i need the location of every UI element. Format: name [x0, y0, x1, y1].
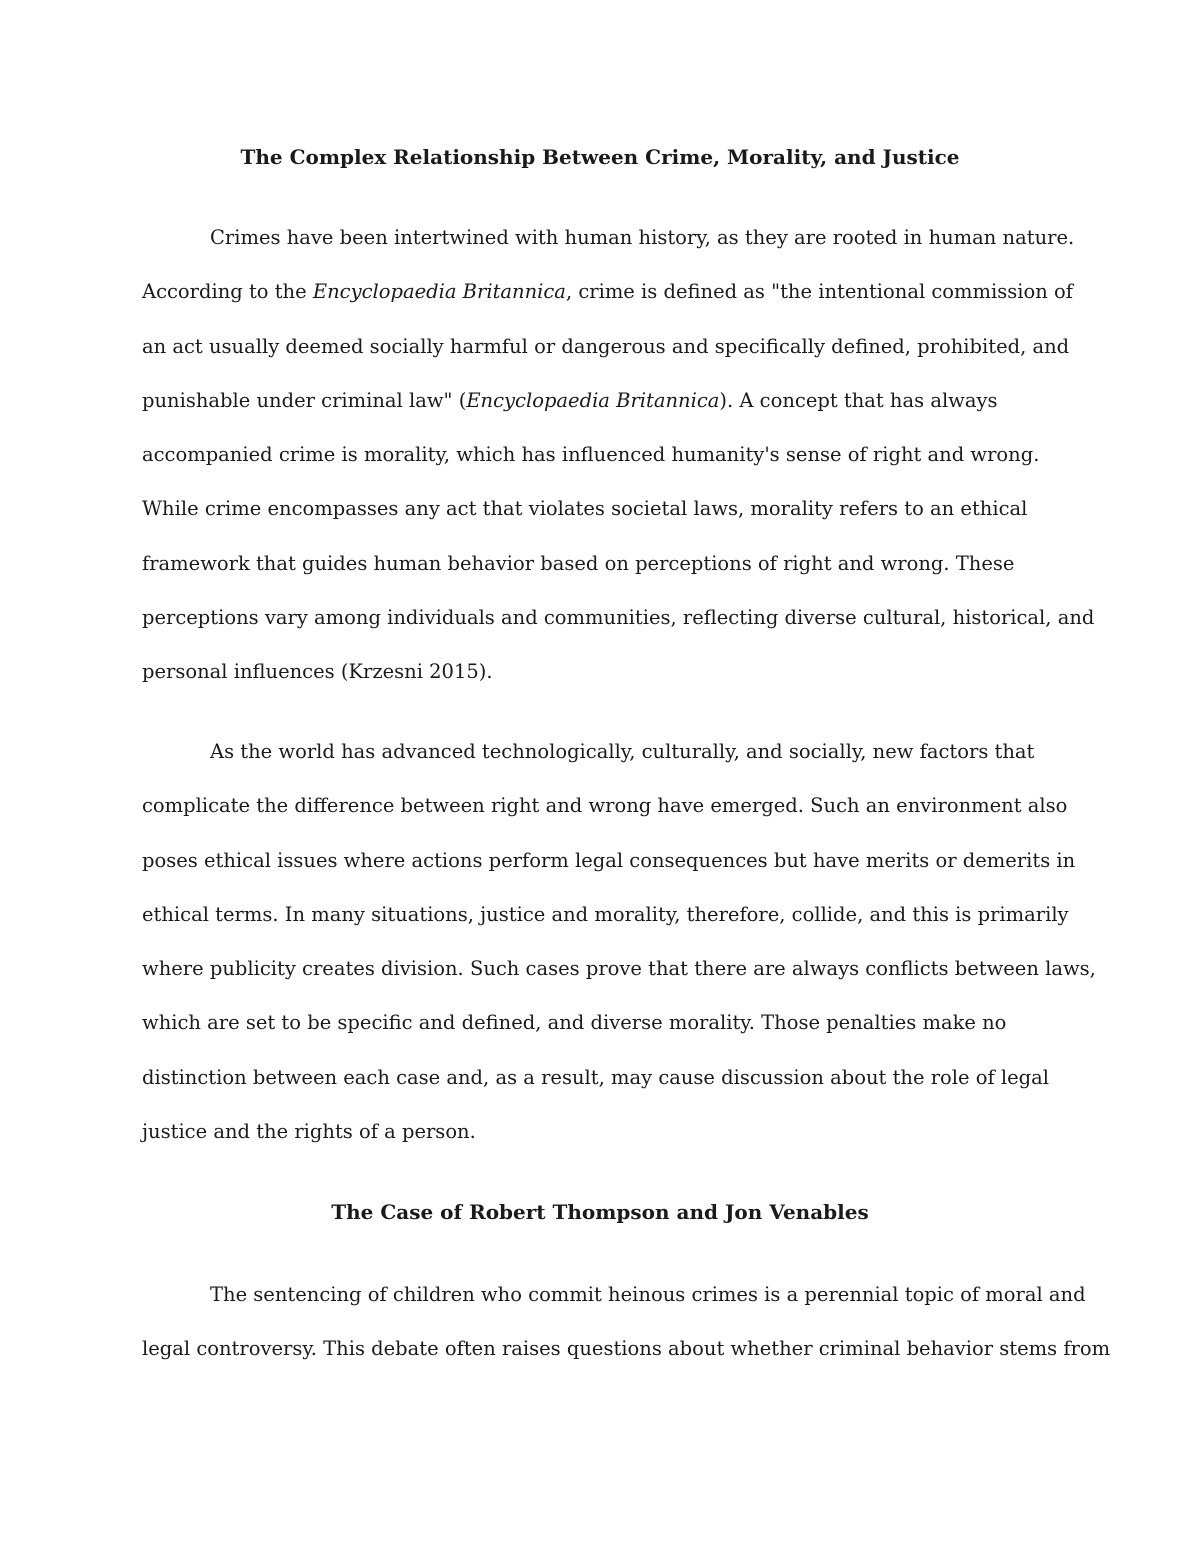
text-run: According to the — [142, 280, 313, 304]
text-line: personal influences (Krzesni 2015). — [142, 660, 493, 684]
text-line: ethical terms. In many situations, justice and morality, therefore, collide, and this is primarily — [142, 902, 1069, 926]
text-run: , crime is defined as "the intentional commission of — [565, 280, 1073, 304]
document-title: The Complex Relationship Between Crime, Morality, and Justice — [240, 145, 960, 169]
paragraph-context — [142, 725, 1096, 1159]
paragraph-intro — [142, 211, 1095, 700]
text-line: Crimes have been intertwined with human history, as they are rooted in human nature. — [210, 226, 1075, 249]
text-line: which are set to be specific and defined, and diverse morality. Those penalties make no — [142, 1011, 1007, 1035]
text-line: While crime encompasses any act that violates societal laws, morality refers to an ethical — [142, 497, 1028, 521]
text-line: perceptions vary among individuals and communities, reflecting diverse cultural, historical, and — [142, 606, 1095, 630]
italic-title-run: Encyclopaedia Britannica — [466, 388, 720, 412]
text-line: legal controversy. This debate often raises questions about whether criminal behavior stems from — [142, 1337, 1111, 1361]
text-line: The sentencing of children who commit heinous crimes is a perennial topic of moral and — [210, 1283, 1086, 1306]
text-line: framework that guides human behavior based on perceptions of right and wrong. These — [142, 551, 1015, 575]
text-line: distinction between each case and, as a result, may cause discussion about the role of legal — [142, 1065, 1050, 1089]
text-line: justice and the rights of a person. — [142, 1120, 476, 1144]
text-run: ). A concept that has always — [719, 388, 998, 412]
italic-title-run: Encyclopaedia Britannica — [312, 280, 566, 304]
text-line: where publicity creates division. Such cases prove that there are always conflicts between laws, — [142, 957, 1096, 981]
text-line — [142, 374, 1072, 428]
section-heading: The Case of Robert Thompson and Jon Venables — [331, 1200, 869, 1224]
paragraph-case — [142, 1268, 1111, 1377]
text-line: poses ethical issues where actions perform legal consequences but have merits or demerits in — [142, 848, 1076, 872]
text-line: complicate the difference between right and wrong have emerged. Such an environment also — [142, 794, 1068, 818]
text-line: As the world has advanced technologically, culturally, and socially, new factors that — [210, 740, 1035, 763]
text-line: accompanied crime is morality, which has influenced humanity's sense of right and wrong. — [142, 443, 1040, 467]
text-line — [142, 265, 1072, 319]
text-line: an act usually deemed socially harmful or dangerous and specifically defined, prohibited, and — [142, 334, 1070, 358]
text-run: punishable under criminal law" ( — [142, 388, 467, 412]
